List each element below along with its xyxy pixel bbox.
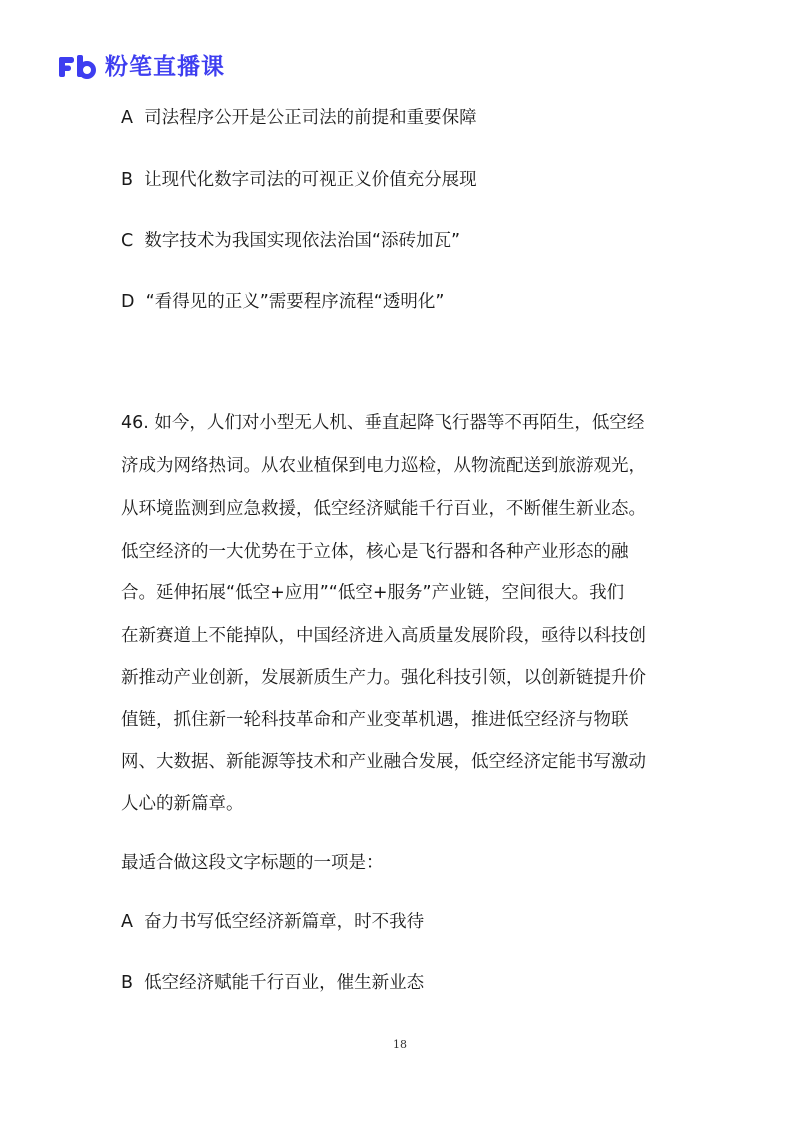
passage-line: 合。延伸拓展“低空+应用”“低空+服务”产业链，空间很大。我们: [121, 583, 625, 603]
option-a-prev: [121, 106, 477, 130]
passage-line: 人心的新篇章。: [121, 794, 244, 814]
option-c-prev: [121, 229, 460, 253]
passage-line: 新推动产业创新，发展新质生产力。强化科技引领，以创新链提升价: [121, 668, 646, 688]
option-letter: B: [121, 973, 134, 993]
passage-line: 46. 如今，人们对小型无人机、垂直起降飞行器等不再陌生，低空经: [121, 413, 645, 433]
option-letter: D: [121, 292, 135, 312]
option-text: 奋力书写低空经济新篇章，时不我待: [144, 912, 425, 932]
question-number: 46.: [121, 413, 149, 433]
option-text: “看得见的正义”需要程序流程“透明化”: [145, 292, 445, 312]
option-text: 让现代化数字司法的可视正义价值充分展现: [144, 170, 477, 190]
passage-line: 从环境监测到应急救援，低空经济赋能千行百业，不断催生新业态。: [121, 499, 646, 519]
option-b: [121, 971, 424, 995]
passage-line: 低空经济的一大优势在于立体，核心是飞行器和各种产业形态的融: [121, 542, 629, 562]
option-b-prev: [121, 168, 477, 192]
brand-logo: [57, 53, 225, 81]
passage-line: 济成为网络热词。从农业植保到电力巡检，从物流配送到旅游观光，: [121, 456, 646, 476]
fb-logo-icon: [57, 54, 97, 80]
option-a: [121, 910, 424, 934]
passage-line: 在新赛道上不能掉队，中国经济进入高质量发展阶段，亟待以科技创: [121, 626, 646, 646]
option-text: 司法程序公开是公正司法的前提和重要保障: [144, 108, 477, 128]
option-d-prev: [121, 290, 444, 314]
option-text: 数字技术为我国实现依法治国“添砖加瓦”: [144, 231, 461, 251]
passage-line: 网、大数据、新能源等技术和产业融合发展，低空经济定能书写激动: [121, 752, 646, 772]
option-text: 低空经济赋能千行百业，催生新业态: [144, 973, 425, 993]
option-letter: A: [121, 912, 133, 932]
page-number: 18: [393, 1038, 407, 1051]
question-prompt: 最适合做这段文字标题的一项是：: [121, 853, 384, 873]
option-letter: C: [121, 231, 134, 251]
passage-line: 值链，抓住新一轮科技革命和产业变革机遇，推进低空经济与物联: [121, 710, 629, 730]
brand-name: 粉笔直播课: [105, 54, 225, 80]
option-letter: B: [121, 170, 134, 190]
option-letter: A: [121, 108, 133, 128]
